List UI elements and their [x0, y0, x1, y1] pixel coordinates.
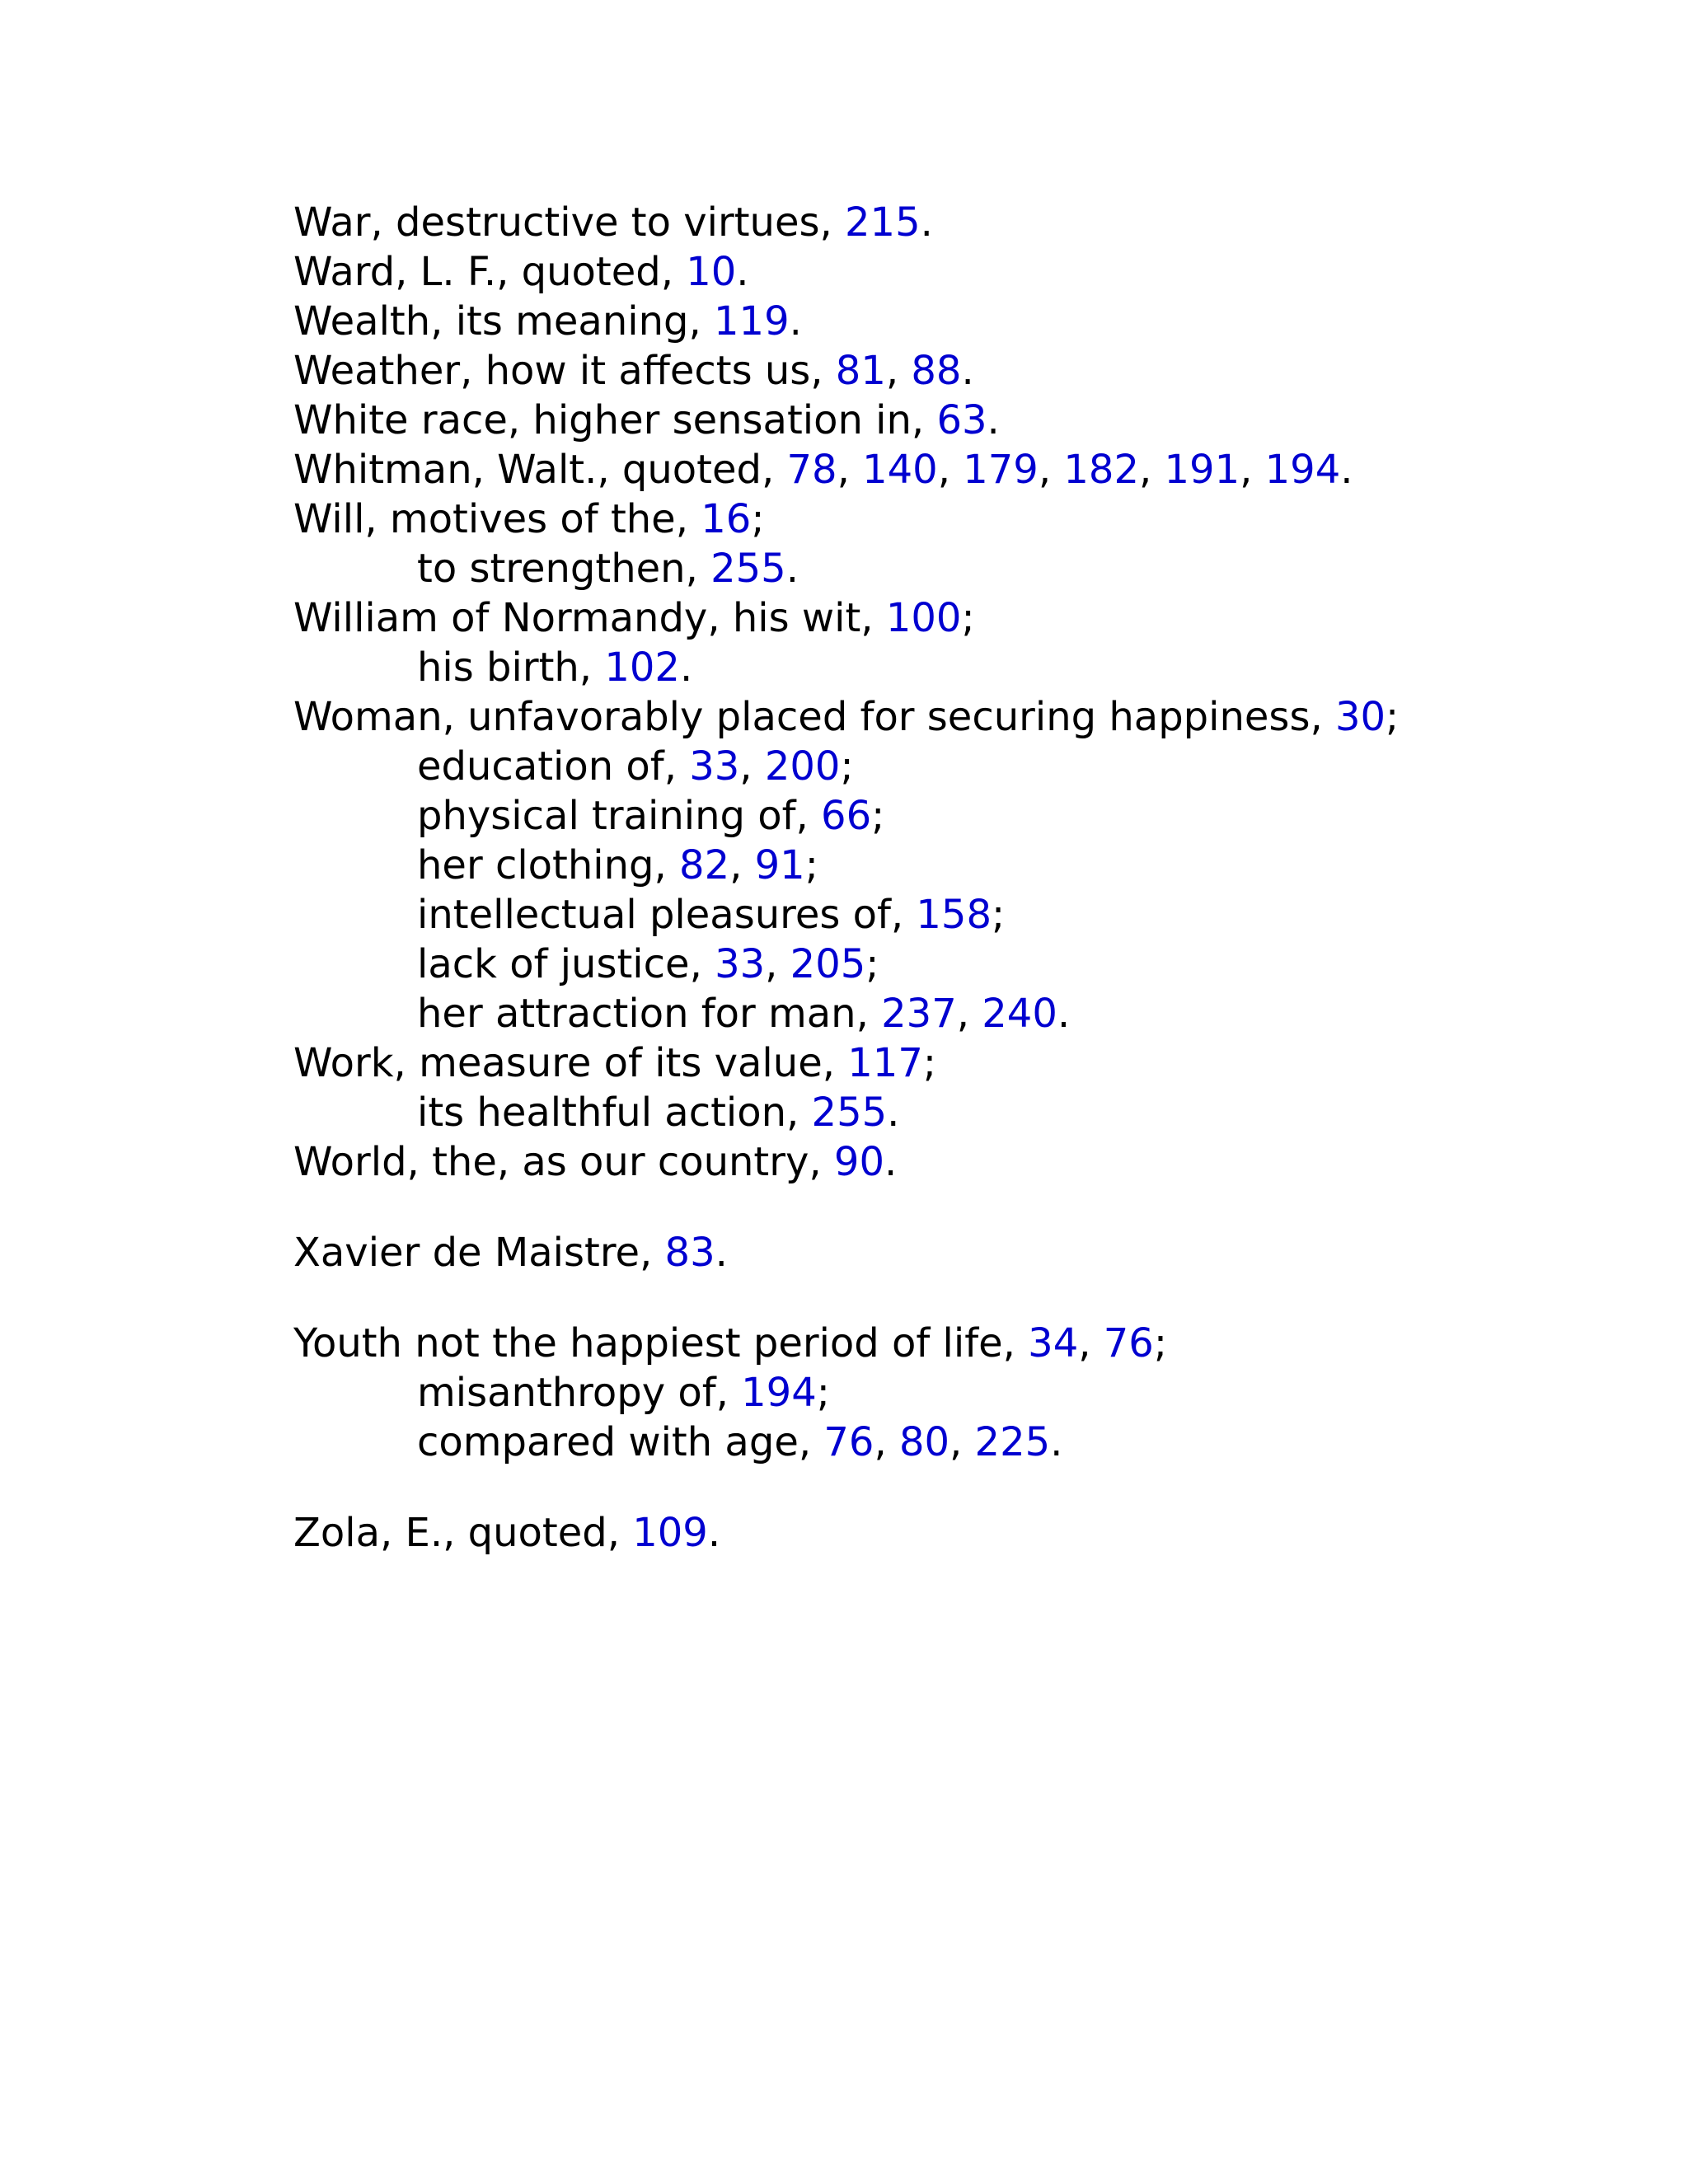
page-reference-link[interactable]: 225 [974, 1419, 1051, 1465]
index-entry [293, 1228, 1612, 1277]
index-entry [293, 445, 1612, 494]
index-subentry [293, 1418, 1612, 1467]
ref-separator: , [956, 991, 982, 1037]
index-group [293, 1508, 1612, 1558]
page-reference-link[interactable]: 200 [764, 743, 841, 790]
entry-text: his birth, [417, 644, 605, 691]
index-subentry [293, 544, 1612, 593]
index-group [293, 1228, 1612, 1277]
entry-terminator: . [707, 1510, 721, 1556]
index-subentry [293, 890, 1612, 940]
page-reference-link[interactable]: 140 [862, 447, 938, 493]
entry-text: Woman, unfavorably placed for securing happiness, [293, 694, 1335, 740]
entry-terminator: . [961, 348, 974, 394]
page-reference-link[interactable]: 205 [790, 941, 866, 987]
index-entry [293, 198, 1612, 247]
entry-text: misanthropy of, [417, 1370, 742, 1416]
index-subentry [293, 643, 1612, 692]
entry-terminator: . [1050, 1419, 1063, 1465]
page-reference-link[interactable]: 255 [710, 546, 786, 592]
page-reference-link[interactable]: 102 [604, 644, 680, 691]
page-reference-link[interactable]: 80 [898, 1419, 950, 1465]
page-reference-link[interactable]: 119 [713, 298, 790, 344]
index-entry [293, 396, 1612, 445]
page-reference-link[interactable]: 66 [821, 793, 872, 839]
index-entry [293, 346, 1612, 396]
entry-terminator: . [884, 1139, 898, 1185]
entry-terminator: ; [922, 1040, 937, 1086]
index-entry [293, 1508, 1612, 1558]
entry-text: her clothing, [417, 842, 680, 888]
page-reference-link[interactable]: 215 [845, 199, 921, 246]
entry-text: Xavier de Maistre, [293, 1230, 665, 1276]
page-reference-link[interactable]: 10 [686, 249, 737, 295]
entry-text: Wealth, its meaning, [293, 298, 714, 344]
ref-separator: , [837, 447, 863, 493]
entry-terminator: . [736, 249, 749, 295]
entry-terminator: ; [961, 595, 975, 641]
entry-text: education of, [417, 743, 690, 790]
page-reference-link[interactable]: 237 [881, 991, 957, 1037]
entry-terminator: . [987, 397, 1000, 443]
entry-terminator: ; [865, 941, 879, 987]
page-reference-link[interactable]: 194 [1264, 447, 1341, 493]
page-reference-link[interactable]: 182 [1063, 447, 1139, 493]
ref-separator: , [765, 941, 790, 987]
index-subentry [293, 940, 1612, 989]
page-reference-link[interactable]: 33 [689, 743, 740, 790]
entry-terminator: ; [992, 892, 1006, 938]
entry-text: Weather, how it affects us, [293, 348, 836, 394]
ref-separator: , [950, 1419, 975, 1465]
ref-separator: , [1038, 447, 1064, 493]
page-reference-link[interactable]: 81 [835, 348, 886, 394]
ref-separator: , [1240, 447, 1265, 493]
index-subentry [293, 742, 1612, 791]
index-entry [293, 593, 1612, 643]
page-reference-link[interactable]: 76 [1103, 1320, 1154, 1366]
entry-terminator: ; [816, 1370, 830, 1416]
entry-text: physical training of, [417, 793, 822, 839]
entry-text: lack of justice, [417, 941, 715, 987]
entry-terminator: . [785, 546, 799, 592]
entry-text: compared with age, [417, 1419, 824, 1465]
page-reference-link[interactable]: 194 [741, 1370, 817, 1416]
index-list [293, 198, 1612, 1558]
page-reference-link[interactable]: 179 [963, 447, 1039, 493]
page-reference-link[interactable]: 16 [701, 496, 752, 542]
entry-text: Ward, L. F., quoted, [293, 249, 687, 295]
entry-terminator: ; [751, 496, 765, 542]
index-subentry [293, 989, 1612, 1038]
page-reference-link[interactable]: 91 [754, 842, 805, 888]
page-reference-link[interactable]: 88 [911, 348, 962, 394]
entry-text: William of Normandy, his wit, [293, 595, 886, 641]
page-reference-link[interactable]: 63 [936, 397, 987, 443]
entry-terminator: . [920, 199, 933, 246]
entry-terminator: ; [804, 842, 818, 888]
page-reference-link[interactable]: 158 [916, 892, 992, 938]
entry-terminator: ; [1153, 1320, 1168, 1366]
entry-terminator: ; [840, 743, 854, 790]
entry-terminator: . [1057, 991, 1071, 1037]
ref-separator: , [739, 743, 765, 790]
entry-text: intellectual pleasures of, [417, 892, 917, 938]
entry-terminator: . [887, 1090, 900, 1136]
page-reference-link[interactable]: 78 [786, 447, 837, 493]
page-reference-link[interactable]: 117 [847, 1040, 923, 1086]
page-reference-link[interactable]: 100 [885, 595, 962, 641]
entry-text: Will, motives of the, [293, 496, 701, 542]
index-entry [293, 1038, 1612, 1088]
ref-separator: , [874, 1419, 899, 1465]
entry-text: White race, higher sensation in, [293, 397, 937, 443]
index-subentry [293, 1088, 1612, 1137]
page-reference-link[interactable]: 76 [823, 1419, 874, 1465]
ref-separator: , [729, 842, 755, 888]
entry-text: her attraction for man, [417, 991, 882, 1037]
index-group [293, 198, 1612, 1187]
index-subentry [293, 1368, 1612, 1418]
ref-separator: , [1078, 1320, 1104, 1366]
index-subentry [293, 791, 1612, 841]
entry-text: to strengthen, [417, 546, 711, 592]
entry-text: War, destructive to virtues, [293, 199, 845, 246]
index-entry [293, 247, 1612, 297]
index-entry [293, 494, 1612, 544]
index-group [293, 1319, 1612, 1467]
page-reference-link[interactable]: 109 [632, 1510, 708, 1556]
ref-separator: , [937, 447, 964, 493]
entry-terminator: . [1340, 447, 1353, 493]
ref-separator: , [885, 348, 912, 394]
index-entry [293, 297, 1612, 346]
entry-text: its healthful action, [417, 1090, 812, 1136]
entry-text: Zola, E., quoted, [293, 1510, 633, 1556]
entry-terminator: . [789, 298, 802, 344]
entry-terminator: ; [1386, 694, 1400, 740]
index-entry [293, 692, 1612, 742]
entry-text: Youth not the happiest period of life, [293, 1320, 1029, 1366]
entry-text: Work, measure of its value, [293, 1040, 848, 1086]
entry-terminator: . [679, 644, 693, 691]
page-reference-link[interactable]: 255 [811, 1090, 888, 1136]
page-reference-link[interactable]: 30 [1334, 694, 1386, 740]
page-reference-link[interactable]: 33 [715, 941, 766, 987]
index-entry [293, 1319, 1612, 1368]
index-subentry [293, 841, 1612, 890]
entry-text: Whitman, Walt., quoted, [293, 447, 787, 493]
page-reference-link[interactable]: 83 [664, 1230, 715, 1276]
entry-text: World, the, as our country, [293, 1139, 834, 1185]
entry-terminator: . [715, 1230, 728, 1276]
index-entry [293, 1137, 1612, 1187]
page-reference-link[interactable]: 82 [679, 842, 730, 888]
page-reference-link[interactable]: 90 [833, 1139, 884, 1185]
page-reference-link[interactable]: 240 [982, 991, 1057, 1037]
entry-terminator: ; [871, 793, 885, 839]
page-reference-link[interactable]: 34 [1028, 1320, 1079, 1366]
page-reference-link[interactable]: 191 [1164, 447, 1240, 493]
ref-separator: , [1138, 447, 1165, 493]
